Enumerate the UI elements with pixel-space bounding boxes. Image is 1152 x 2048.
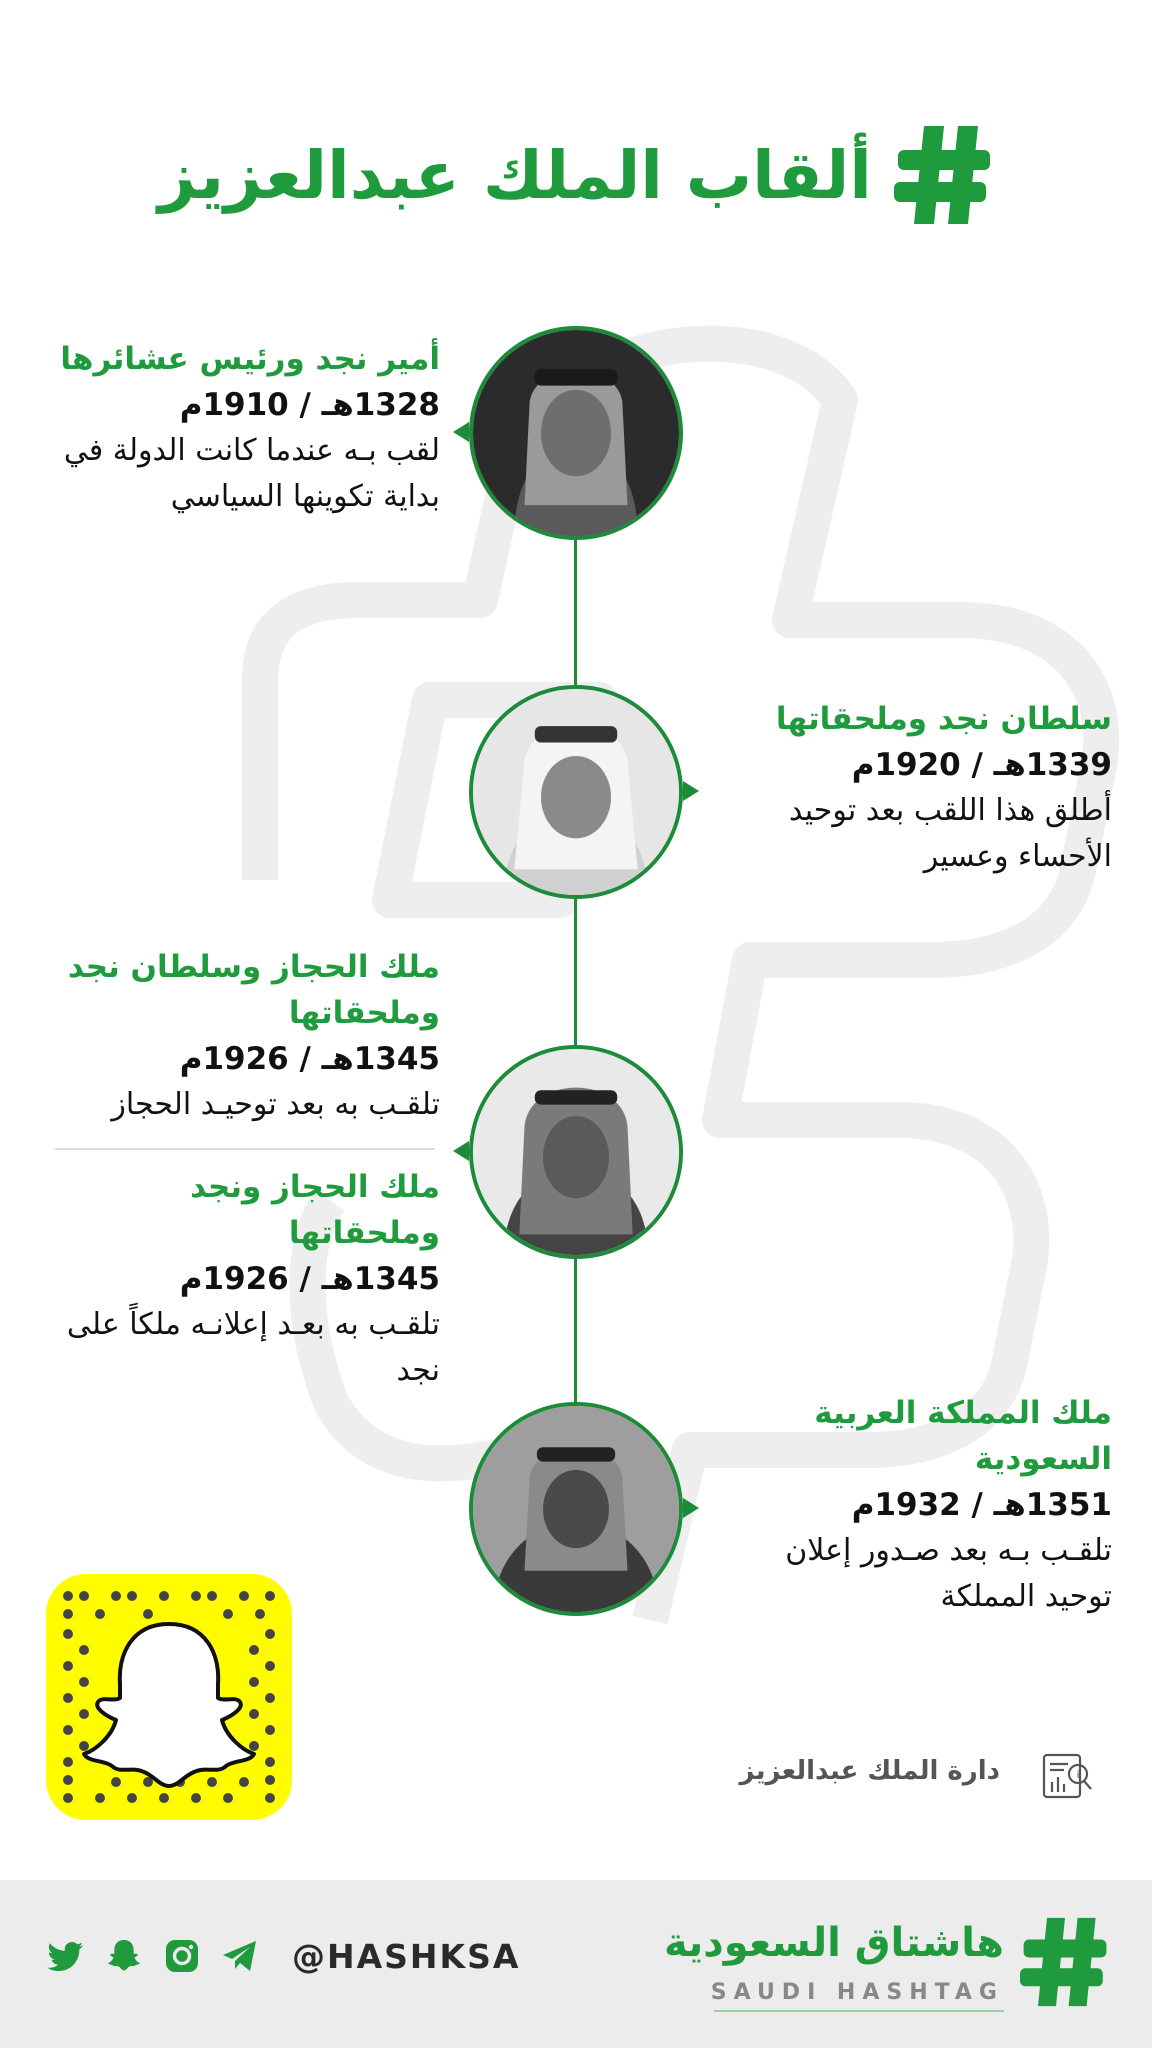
entry-description: لقب بـه عندما كانت الدولة في بداية تكوينها السياسي	[63, 433, 440, 514]
svg-text:i: i	[1076, 1770, 1080, 1781]
entry-date: 1345هـ / 1926م	[179, 1261, 440, 1297]
brand-name-arabic: هاشتاق السعودية	[663, 1920, 1004, 1966]
entry-date: 1339هـ / 1920م	[851, 747, 1112, 783]
snapchat-icon[interactable]	[104, 1936, 144, 1976]
entry-description: أطلق هذا اللقب بعد توحيد الأحساء وعسير	[788, 793, 1112, 874]
timeline-line	[574, 530, 577, 1510]
timeline-entry-5	[712, 1390, 1112, 1620]
social-links	[46, 1936, 520, 1976]
hashtag-icon	[894, 120, 994, 230]
page-title: ألقاب الملك عبدالعزيز	[158, 136, 872, 214]
telegram-icon[interactable]	[220, 1936, 260, 1976]
timeline-pointer-2	[683, 781, 699, 801]
portrait-icon	[473, 689, 679, 895]
twitter-icon[interactable]	[46, 1936, 86, 1976]
social-handle[interactable]: @HASHKSA	[292, 1936, 521, 1976]
instagram-icon[interactable]	[162, 1936, 202, 1976]
timeline-pointer-1	[453, 422, 469, 442]
timeline-entry-4	[40, 1164, 440, 1394]
timeline-portrait-4	[469, 1402, 683, 1616]
timeline-portrait-2	[469, 685, 683, 899]
brand-underline	[714, 2010, 1004, 2012]
timeline-pointer-3	[453, 1141, 469, 1161]
entry-title: ملك المملكة العربية السعودية	[814, 1395, 1112, 1477]
timeline-entry-2	[712, 696, 1112, 880]
entry-description: تلقـب به بعد توحيـد الحجاز	[111, 1087, 440, 1122]
timeline-entry-1	[40, 336, 440, 520]
portrait-icon	[473, 330, 679, 536]
page-header	[0, 110, 1152, 240]
timeline-entry-3	[40, 944, 440, 1128]
entry-title: سلطان نجد وملحقاتها	[775, 701, 1112, 737]
entry-title: ملك الحجاز وسلطان نجد وملحقاتها	[67, 949, 440, 1031]
entry-date: 1345هـ / 1926م	[179, 1041, 440, 1077]
snapcode[interactable]	[46, 1574, 292, 1820]
portrait-icon	[473, 1406, 679, 1612]
entry-date: 1328هـ / 1910م	[179, 387, 440, 423]
brand-name-english: SAUDI HASHTAG	[710, 1980, 1004, 2005]
entry-title: أمير نجد ورئيس عشائرها	[60, 341, 440, 377]
footer	[0, 1880, 1152, 2048]
entry-date: 1351هـ / 1932م	[851, 1487, 1112, 1523]
document-chart-icon	[1040, 1752, 1094, 1802]
timeline-portrait-1	[469, 326, 683, 540]
entry-description: تلقـب بـه بعد صـدور إعلان توحيد المملكة	[785, 1533, 1112, 1614]
entry-description: تلقـب به بعـد إعلانـه ملكاً على نجد	[66, 1307, 440, 1388]
portrait-icon	[473, 1049, 679, 1255]
timeline-pointer-4	[683, 1498, 699, 1518]
entry-divider	[55, 1148, 435, 1150]
source-label: دارة الملك عبدالعزيز	[739, 1756, 1000, 1786]
timeline-portrait-3	[469, 1045, 683, 1259]
entry-title: ملك الحجاز ونجد وملحقاتها	[190, 1169, 440, 1251]
hashtag-logo-icon	[1020, 1912, 1110, 2012]
